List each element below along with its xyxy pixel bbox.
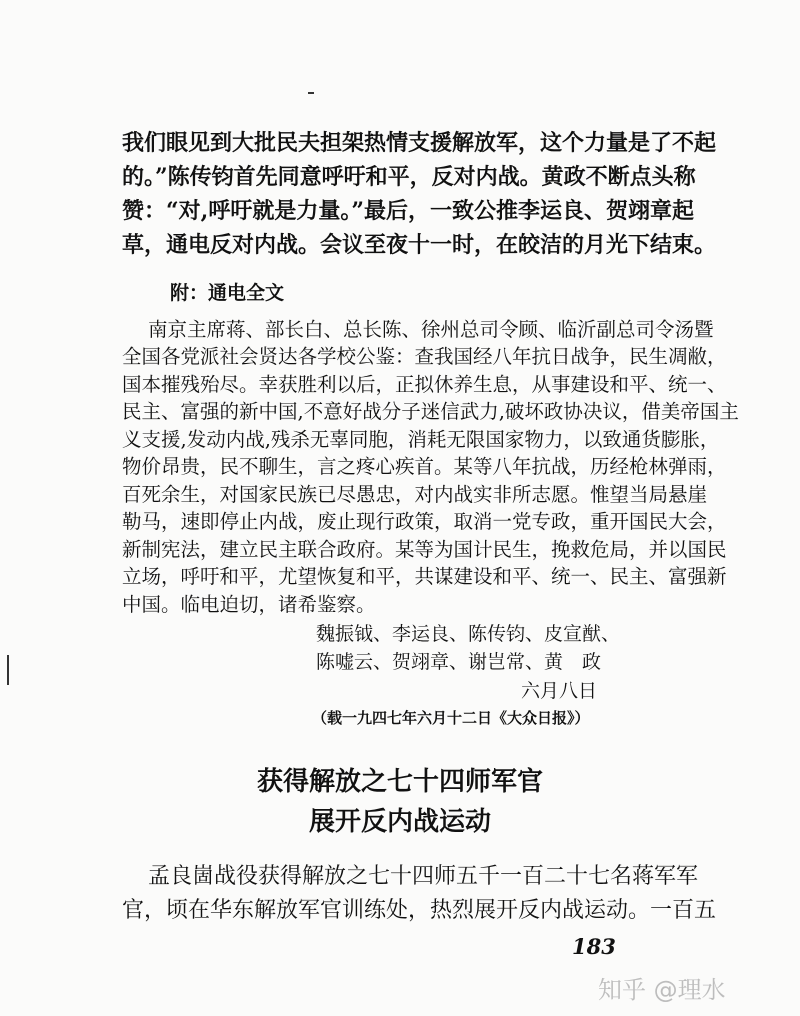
text-line: 官，顷在华东解放军官训练处，热烈展开反内战运动。一百五: [122, 898, 717, 923]
text-line: 新制宪法，建立民主联合政府。某等为国计民生，挽救危局，并以国民: [122, 538, 727, 561]
appendix-heading: 附：通电全文: [170, 282, 285, 304]
text-line: 南京主席蒋、部长白、总长陈、徐州总司令顾、临沂副总司令汤暨: [148, 318, 714, 341]
signatories-line: 魏振钺、李运良、陈传钧、皮宣猷、: [316, 623, 621, 645]
text-line: 民主、富强的新中国,不意好战分子迷信武力,破坏政协决议，借美帝国主: [122, 400, 739, 423]
text-line: 的。”陈传钧首先同意呼吁和平，反对内战。黄政不断点头称: [122, 164, 696, 190]
text-line: 赞：“对,呼吁就是力量。”最后，一致公推李运良、贺翊章起: [122, 198, 694, 224]
text-line: 我们眼见到大批民夫担架热情支援解放军，这个力量是了不起: [122, 130, 717, 156]
scan-mark: [7, 655, 9, 685]
article-title: 获得解放之七十四师军官: [256, 767, 543, 797]
watermark: 知乎 @理水: [598, 976, 726, 1004]
text-line: 物价昂贵，民不聊生，言之疼心疾首。某等八年抗战，历经枪林弹雨，: [122, 455, 727, 478]
text-line: 草，通电反对内战。会议至夜十一时，在皎洁的月光下结束。: [122, 232, 717, 258]
source-citation: （载一九四七年六月十二日《大众日报》）: [312, 709, 590, 727]
telegram-date: 六月八日: [520, 680, 597, 702]
text-line: 全国各党派社会贤达各学校公鉴：查我国经八年抗日战争，民生凋敝，: [122, 345, 727, 368]
article-subtitle: 展开反内战运动: [308, 807, 491, 837]
text-line: 勒马，速即停止内战，废止现行政策，取消一党专政，重开国民大会，: [122, 510, 727, 533]
text-line: 国本摧残殆尽。幸获胜利以后，正拟休养生息，从事建设和平、统一、: [122, 373, 727, 396]
text-line: 立场，呼吁和平，尤望恢复和平，共谋建设和平、统一、民主、富强新: [122, 565, 727, 588]
text-line: 义支援,发动内战,残杀无辜同胞，消耗无限国家物力，以致通货膨胀，: [122, 428, 720, 451]
scan-mark: [308, 92, 314, 94]
text-line: 孟良崮战役获得解放之七十四师五千一百二十七名蒋军军: [148, 864, 699, 889]
text-line: 中国。临电迫切，诸希鉴察。: [122, 593, 376, 616]
signatories-line: 陈嘘云、贺翊章、谢岂常、黄 政: [316, 651, 602, 673]
page-number: 183: [572, 934, 616, 959]
text-line: 百死余生，对国家民族已尽愚忠，对内战实非所志愿。惟望当局悬崖: [122, 483, 708, 506]
